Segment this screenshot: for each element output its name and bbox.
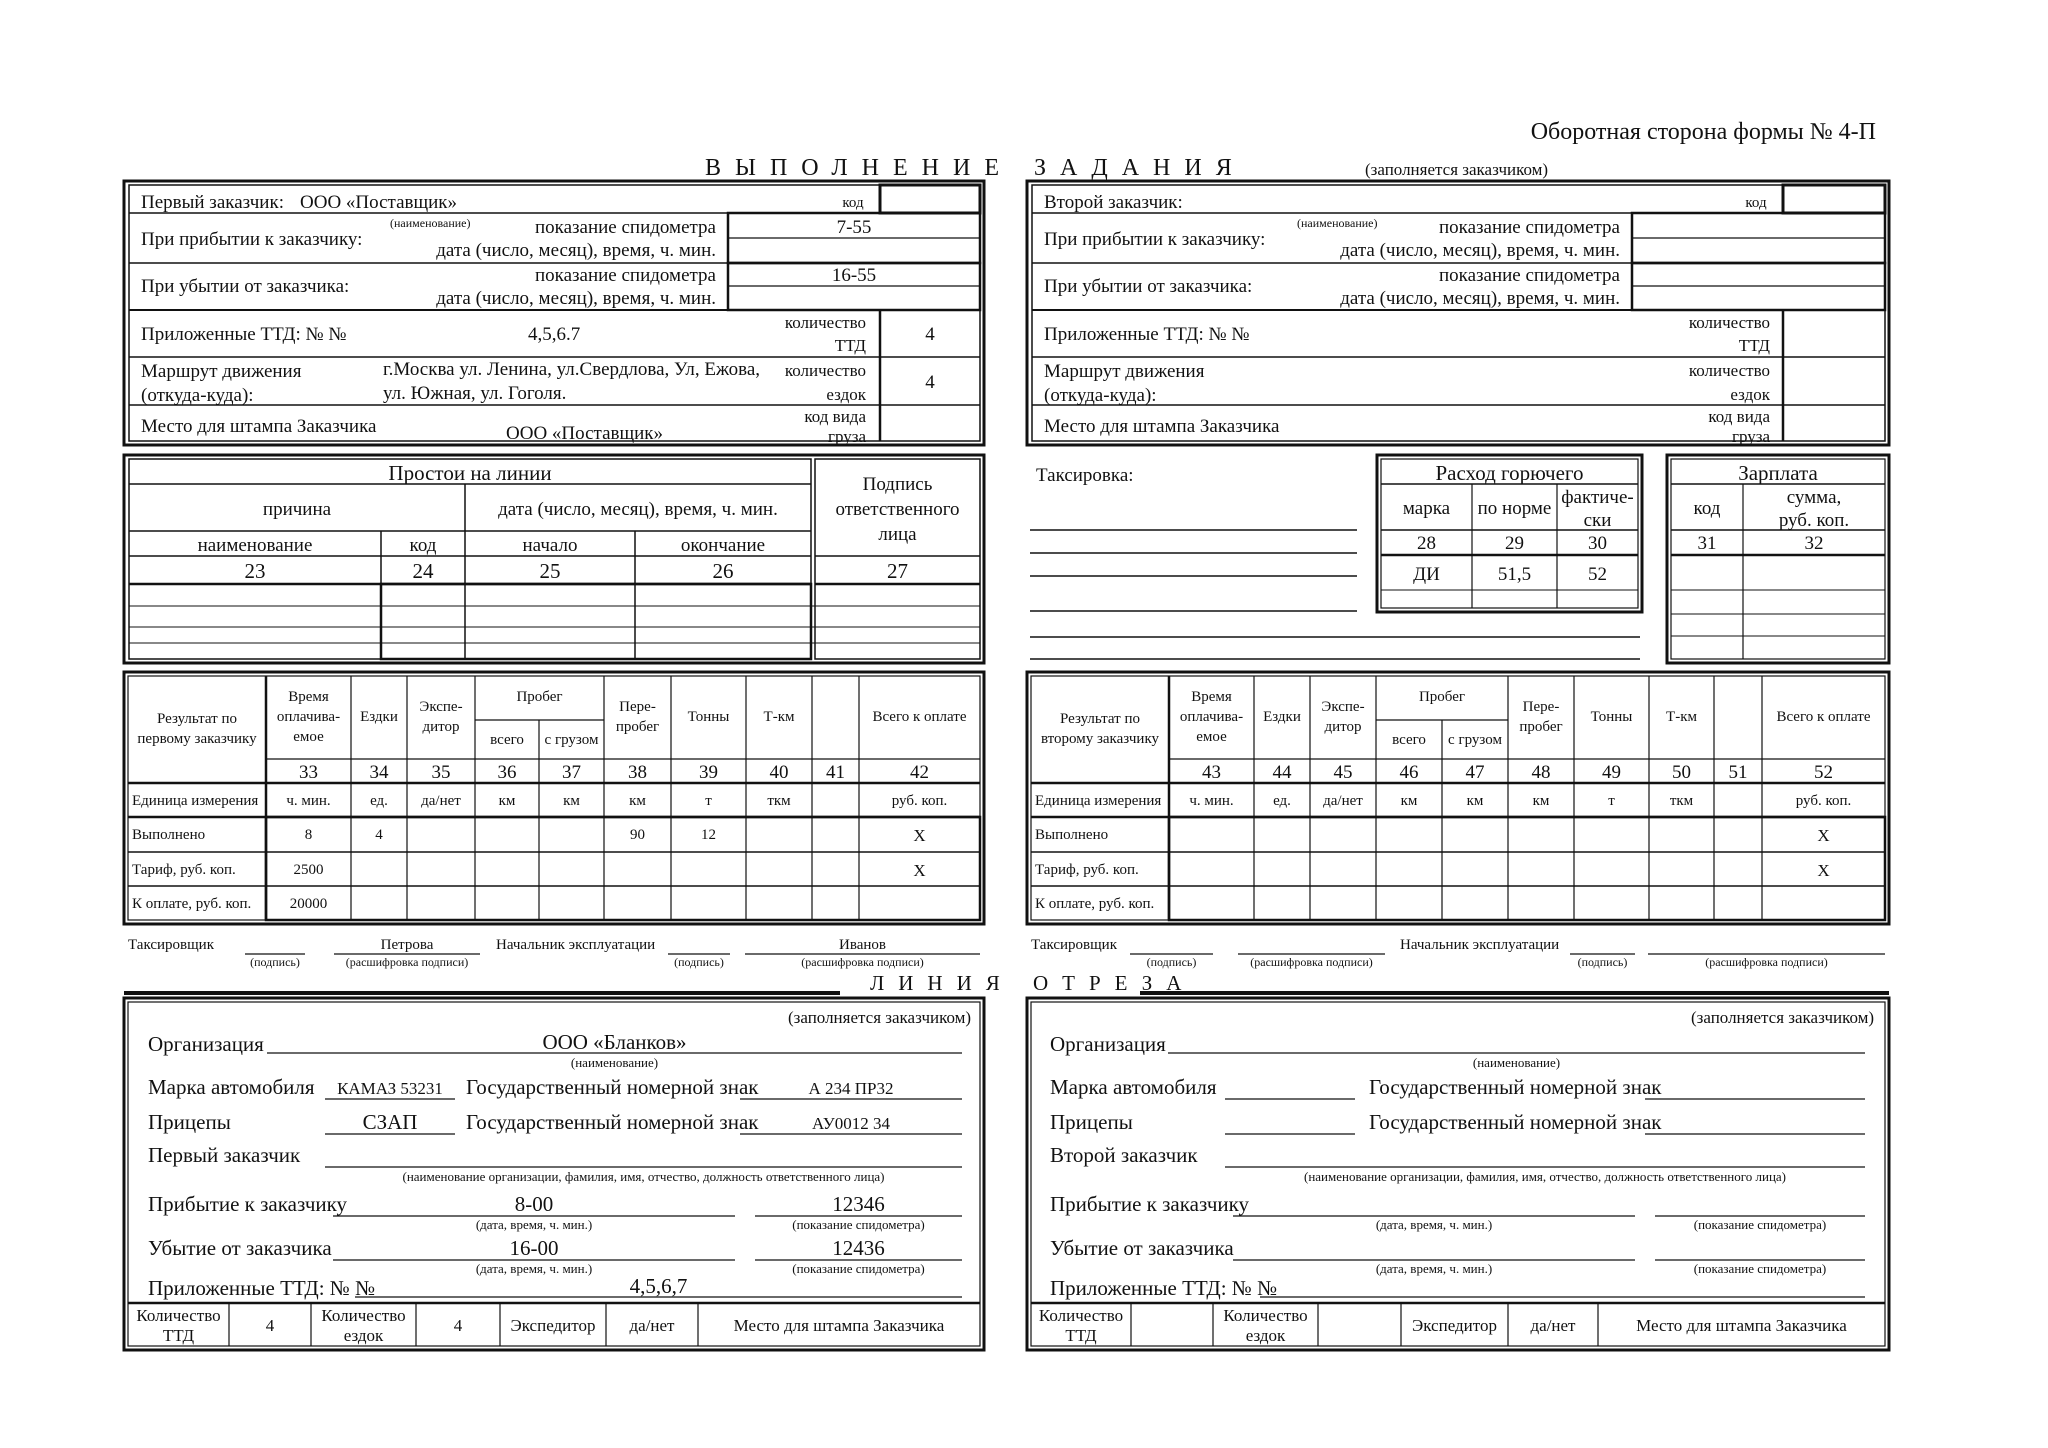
col-num-32: 32: [1804, 533, 1824, 554]
ttd-qty-sub: ТТД: [834, 336, 866, 355]
col-num-34: 34: [369, 762, 389, 783]
arrival-datetime-label: дата (число, месяц), время, ч. мин.: [436, 240, 716, 261]
row-label-done: Выполнено: [132, 827, 206, 843]
col-num-27: 27: [887, 559, 908, 583]
unit-trips-right: ед.: [1273, 793, 1291, 809]
bottom-left-trailer-plate-value[interactable]: АУ0012 34: [811, 1114, 891, 1133]
hdr-trips-right: Ездки: [1263, 709, 1301, 725]
trips-qty-sub: ездок: [826, 385, 866, 404]
hdr-mileage-total-right: всего: [1392, 732, 1426, 748]
results-left-title-2: первому заказчику: [137, 731, 257, 747]
unit-t: т: [705, 793, 712, 809]
ttd-numbers[interactable]: 4,5,6.7: [528, 324, 581, 345]
col-num-29: 29: [1505, 533, 1524, 554]
hdr-time-2-right: оплачива-: [1179, 709, 1244, 725]
right-taxer-sign-hint: (подпись): [1146, 955, 1197, 969]
downtime-code: код: [409, 535, 437, 556]
col-num-33: 33: [299, 762, 318, 783]
stamp-label-right: Место для штампа Заказчика: [1044, 416, 1280, 437]
unit-km-2-right: км: [1466, 793, 1484, 809]
bottom-right-departure-dt-hint: (дата, время, ч. мин.): [1375, 1261, 1493, 1276]
bottom-right-qty-trips-2: ездок: [1245, 1326, 1286, 1345]
units-label: Единица измерения: [132, 793, 259, 809]
results-right-title-1: Результат по: [1059, 711, 1141, 727]
col-num-50: 50: [1672, 762, 1691, 783]
bottom-right-arrival-speedo-hint: (показание спидометра): [1693, 1217, 1827, 1232]
unit-km-1: км: [498, 793, 516, 809]
done-overrun[interactable]: 90: [630, 827, 645, 843]
unit-rub: руб. коп.: [891, 793, 948, 809]
stamp-org[interactable]: ООО «Поставщик»: [506, 423, 664, 444]
ttd-count[interactable]: 4: [925, 324, 935, 345]
salary-code: код: [1693, 498, 1721, 519]
trips-qty-label-right: количество: [1688, 361, 1770, 380]
hdr-time-3: емое: [293, 729, 324, 745]
bottom-left-departure-label: Убытие от заказчика: [148, 1236, 332, 1260]
right-chief-sign-hint: (подпись): [1577, 955, 1628, 969]
left-chief-decode-hint: (расшифровка подписи): [801, 955, 924, 969]
kind-label-2-right: груза: [1731, 427, 1770, 446]
col-num-42: 42: [910, 762, 929, 783]
bottom-left-ttd-value[interactable]: 4,5,6,7: [629, 1274, 688, 1298]
bottom-right-trailer-plate-label: Государственный номерной знак: [1369, 1110, 1662, 1134]
bottom-left-trailers-label: Прицепы: [148, 1110, 231, 1134]
bottom-right-customer-hint: (наименование организации, фамилия, имя, отчество, должность ответственного лица): [1304, 1169, 1786, 1184]
bottom-right-trailers-label: Прицепы: [1050, 1110, 1133, 1134]
departure-label: При убытии от заказчика:: [141, 276, 350, 297]
ttd-qty-sub-right: ТТД: [1738, 336, 1770, 355]
col-num-48: 48: [1531, 762, 1551, 783]
bottom-right-expeditor: Экспедитор: [1412, 1316, 1497, 1335]
heading-part-2: ЗАДАНИЯ: [1034, 155, 1246, 181]
hdr-exped-2: дитор: [422, 719, 460, 735]
col-num-45: 45: [1333, 762, 1353, 783]
first-customer-label: Первый заказчик:: [141, 192, 284, 213]
done-time[interactable]: 8: [304, 827, 313, 843]
hdr-exped-2-right: дитор: [1324, 719, 1362, 735]
hdr-mileage-right: Пробег: [1418, 689, 1466, 705]
left-chief-label: Начальник эксплуатации: [496, 937, 656, 953]
bottom-left-qty-ttd-1: Количество: [136, 1306, 221, 1325]
left-chief-name[interactable]: Иванов: [839, 937, 886, 953]
unit-rub-right: руб. коп.: [1795, 793, 1852, 809]
departure-label-right: При убытии от заказчика:: [1044, 276, 1253, 297]
col-num-39: 39: [699, 762, 718, 783]
col-num-47: 47: [1465, 762, 1485, 783]
unit-km-1-right: км: [1400, 793, 1418, 809]
hdr-trips: Ездки: [360, 709, 398, 725]
bottom-left-arrival-speedo-hint: (показание спидометра): [792, 1217, 925, 1232]
bottom-left-yesno: да/нет: [629, 1316, 675, 1335]
bottom-left-departure-dt-hint: (дата, время, ч. мин.): [475, 1261, 593, 1276]
downtime-name: наименование: [197, 535, 313, 556]
downtime-title: Простои на линии: [388, 461, 552, 485]
arrival-speedo-label: показание спидометра: [534, 217, 716, 238]
second-customer-label: Второй заказчик:: [1044, 192, 1183, 213]
form-title: Оборотная сторона формы № 4-П: [1530, 119, 1876, 145]
col-num-40: 40: [769, 762, 789, 783]
bottom-left-trailer-value[interactable]: СЗАП: [362, 1110, 418, 1134]
hdr-exped-1: Экспе-: [419, 699, 463, 715]
bottom-left-qty-ttd-value[interactable]: 4: [265, 1316, 275, 1335]
bottom-left-car-value[interactable]: КАМАЗ 53231: [337, 1079, 443, 1098]
unit-km-3: км: [629, 793, 646, 809]
downtime-sign-1: Подпись: [862, 474, 933, 495]
tariff-total-x-right: X: [1817, 861, 1830, 880]
done-trips[interactable]: 4: [375, 827, 383, 843]
left-taxer-decode-hint: (расшифровка подписи): [345, 955, 469, 969]
first-customer-value[interactable]: ООО «Поставщик»: [300, 192, 458, 213]
unit-time: ч. мин.: [286, 793, 331, 809]
pay-time[interactable]: 20000: [289, 896, 328, 912]
arrival-label-right: При прибытии к заказчику:: [1044, 229, 1266, 250]
done-total-x-right: X: [1817, 826, 1830, 845]
fuel-header-norm: по норме: [1477, 498, 1552, 519]
kind-label-2: груза: [827, 427, 866, 446]
col-num-44: 44: [1272, 762, 1292, 783]
col-num-35: 35: [431, 762, 451, 783]
fuel-row-fact[interactable]: 52: [1588, 564, 1607, 585]
tariff-total-x: X: [913, 861, 926, 880]
hdr-time-1: Время: [288, 689, 329, 705]
arrival-datetime-label-right: дата (число, месяц), время, ч. мин.: [1340, 240, 1620, 261]
hdr-mileage-loaded-right: с грузом: [1448, 732, 1502, 748]
bottom-left-customer-hint: (наименование организации, фамилия, имя, отчество, должность ответственного лица): [402, 1169, 885, 1184]
bottom-right-qty-ttd-1: Количество: [1038, 1306, 1124, 1325]
row-label-tariff-right: Тариф, руб. коп.: [1035, 862, 1139, 878]
hdr-over-1: Пере-: [619, 699, 656, 715]
bottom-left-org-label: Организация: [148, 1032, 264, 1056]
bottom-left-qty-trips-2: ездок: [343, 1326, 384, 1345]
kind-label-1: код вида: [804, 407, 866, 426]
bottom-left-arrival-speedo[interactable]: 12346: [832, 1192, 885, 1216]
col-num-23: 23: [244, 559, 266, 583]
hdr-tkm-right: Т-км: [1666, 709, 1697, 725]
downtime-start: начало: [522, 535, 578, 556]
bottom-right-arrival-label: Прибытие к заказчику: [1050, 1192, 1250, 1216]
row-label-tariff: Тариф, руб. коп.: [132, 862, 236, 878]
col-num-46: 46: [1399, 762, 1419, 783]
bottom-left-qty-trips-value[interactable]: 4: [453, 1316, 463, 1335]
col-num-41: 41: [826, 762, 845, 783]
bottom-left-first-customer-label: Первый заказчик: [148, 1143, 301, 1167]
bottom-right-departure-label: Убытие от заказчика: [1050, 1236, 1234, 1260]
salary-sum-1: сумма,: [1786, 487, 1842, 508]
bottom-right-arrival-dt-hint: (дата, время, ч. мин.): [1375, 1217, 1493, 1232]
downtime-sign-2: ответственного: [835, 499, 960, 520]
unit-tkm: ткм: [767, 793, 791, 809]
fuel-header-fact-2: ски: [1583, 510, 1612, 531]
bottom-left-ttd-label: Приложенные ТТД: № №: [148, 1276, 376, 1300]
units-label-right: Единица измерения: [1035, 793, 1162, 809]
bottom-left-note: (заполняется заказчиком): [788, 1008, 972, 1027]
route-value-1[interactable]: г.Москва ул. Ленина, ул.Свердлова, Ул, Ежова,: [383, 359, 761, 380]
departure-speedo-label-right: показание спидометра: [1438, 265, 1620, 286]
unit-tkm-right: ткм: [1669, 793, 1694, 809]
bottom-left-expeditor: Экспедитор: [510, 1316, 596, 1335]
downtime-datetime: дата (число, месяц), время, ч. мин.: [498, 499, 778, 520]
cut-line-label: ЛИНИЯ ОТРЕЗА: [870, 971, 1196, 995]
heading-note: (заполняется заказчиком): [1365, 160, 1549, 179]
col-num-31: 31: [1697, 533, 1717, 554]
bottom-right-yesno: да/нет: [1530, 1316, 1576, 1335]
route-label-2: (откуда-куда):: [141, 385, 254, 406]
ttd-label: Приложенные ТТД: № №: [141, 324, 347, 345]
bottom-left-car-label: Марка автомобиля: [148, 1075, 315, 1099]
unit-trips: ед.: [370, 793, 388, 809]
route-label-2-right: (откуда-куда):: [1044, 385, 1157, 406]
hdr-over-2-right: пробег: [1519, 719, 1563, 735]
fuel-header-fact-1: фактиче-: [1561, 487, 1634, 508]
ttd-label-right: Приложенные ТТД: № №: [1044, 324, 1250, 345]
route-label-1-right: Маршрут движения: [1044, 361, 1205, 382]
kind-label-1-right: код вида: [1708, 407, 1770, 426]
row-label-done-right: Выполнено: [1035, 827, 1109, 843]
hdr-total: Всего к оплате: [872, 709, 967, 725]
taxing-label: Таксировка:: [1036, 465, 1134, 486]
second-customer-code-label: код: [1745, 195, 1767, 211]
heading-part-1: ВЫПОЛНЕНИЕ: [705, 155, 1013, 181]
departure-datetime-label-right: дата (число, месяц), время, ч. мин.: [1340, 288, 1620, 309]
arrival-speedo-label-right: показание спидометра: [1438, 217, 1620, 238]
bottom-left-stamp: Место для штампа Заказчика: [733, 1316, 945, 1335]
bottom-left-qty-ttd-2: ТТД: [162, 1326, 195, 1345]
naim-hint-right: (наименование): [1297, 216, 1378, 230]
bottom-left-departure-time[interactable]: 16-00: [509, 1236, 559, 1260]
col-num-28: 28: [1417, 533, 1436, 554]
downtime-sign-3: лица: [878, 524, 917, 545]
bottom-right-car-plate-label: Государственный номерной знак: [1369, 1075, 1662, 1099]
left-taxer-name[interactable]: Петрова: [380, 937, 434, 953]
route-label-1: Маршрут движения: [141, 361, 302, 382]
bottom-right-ttd-label: Приложенные ТТД: № №: [1050, 1276, 1278, 1300]
col-num-49: 49: [1602, 762, 1621, 783]
first-customer-code-label: код: [842, 195, 864, 211]
bottom-right-second-customer-label: Второй заказчик: [1050, 1143, 1198, 1167]
hdr-tkm: Т-км: [763, 709, 795, 725]
departure-speedo-label: показание спидометра: [534, 265, 716, 286]
trips-count[interactable]: 4: [925, 372, 935, 393]
bottom-left-car-plate-label: Государственный номерной знак: [466, 1075, 759, 1099]
hdr-tonnes: Тонны: [687, 709, 730, 725]
fuel-title: Расход горючего: [1435, 461, 1584, 485]
unit-t-right: т: [1608, 793, 1615, 809]
bottom-right-car-label: Марка автомобиля: [1050, 1075, 1217, 1099]
hdr-time-1-right: Время: [1191, 689, 1232, 705]
left-taxer-sign-hint: (подпись): [250, 955, 300, 969]
bottom-left-arrival-time[interactable]: 8-00: [514, 1192, 554, 1216]
col-num-43: 43: [1202, 762, 1221, 783]
col-num-25: 25: [539, 559, 561, 583]
trips-qty-sub-right: ездок: [1730, 385, 1770, 404]
hdr-over-2: пробег: [615, 719, 660, 735]
ttd-qty-label: количество: [784, 313, 866, 332]
hdr-exped-1-right: Экспе-: [1321, 699, 1365, 715]
hdr-total-right: Всего к оплате: [1776, 709, 1871, 725]
bottom-left-arrival-dt-hint: (дата, время, ч. мин.): [475, 1217, 593, 1232]
bottom-right-naim-hint: (наименование): [1472, 1055, 1561, 1070]
hdr-mileage-total: всего: [490, 732, 524, 748]
hdr-time-2: оплачива-: [276, 709, 341, 725]
unit-time-right: ч. мин.: [1189, 793, 1234, 809]
bottom-left-departure-speedo-hint: (показание спидометра): [792, 1261, 925, 1276]
hdr-over-1-right: Пере-: [1522, 699, 1560, 715]
hdr-tonnes-right: Тонны: [1590, 709, 1633, 725]
row-label-pay-right: К оплате, руб. коп.: [1035, 896, 1155, 912]
col-num-38: 38: [628, 762, 647, 783]
ttd-qty-label-right: количество: [1688, 313, 1770, 332]
hdr-mileage: Пробег: [516, 689, 563, 705]
done-tonnes[interactable]: 12: [701, 827, 716, 843]
col-num-36: 36: [497, 762, 517, 783]
unit-exped-right: да/нет: [1323, 793, 1363, 809]
col-num-37: 37: [562, 762, 581, 783]
unit-km-3-right: км: [1532, 793, 1550, 809]
bottom-left-org-value[interactable]: ООО «Бланков»: [542, 1030, 687, 1054]
bottom-left-trailer-plate-label: Государственный номерной знак: [466, 1110, 759, 1134]
col-num-52: 52: [1814, 762, 1833, 783]
fuel-row-mark[interactable]: ДИ: [1413, 564, 1440, 585]
unit-km-2: км: [563, 793, 580, 809]
tariff-time[interactable]: 2500: [293, 862, 324, 878]
left-chief-sign-hint: (подпись): [674, 955, 724, 969]
fuel-header-mark: марка: [1402, 498, 1451, 519]
bottom-left-arrival-label: Прибытие к заказчику: [148, 1192, 348, 1216]
bottom-left-naim-hint: (наименование): [570, 1055, 659, 1070]
hdr-mileage-loaded: с грузом: [544, 732, 599, 748]
bottom-left-car-plate-value[interactable]: А 234 ПР32: [808, 1079, 894, 1098]
salary-title: Зарплата: [1738, 461, 1818, 485]
bottom-right-qty-ttd-2: ТТД: [1065, 1326, 1097, 1345]
fuel-row-norm[interactable]: 51,5: [1497, 564, 1532, 585]
right-taxer-decode-hint: (расшифровка подписи): [1250, 955, 1373, 969]
arrival-speedo-value[interactable]: 7-55: [836, 217, 872, 238]
unit-exped: да/нет: [421, 793, 461, 809]
arrival-label: При прибытии к заказчику:: [141, 229, 363, 250]
route-value-2[interactable]: ул. Южная, ул. Гоголя.: [383, 383, 567, 404]
departure-speedo-value[interactable]: 16-55: [831, 265, 877, 286]
bottom-right-departure-speedo-hint: (показание спидометра): [1693, 1261, 1827, 1276]
col-num-26: 26: [712, 559, 734, 583]
left-taxer-label: Таксировщик: [128, 937, 214, 953]
bottom-right-org-label: Организация: [1050, 1032, 1166, 1056]
results-left-title-1: Результат по: [156, 711, 238, 727]
bottom-right-qty-trips-1: Количество: [1223, 1306, 1308, 1325]
row-label-pay: К оплате, руб. коп.: [132, 896, 252, 912]
bottom-right-stamp: Место для штампа Заказчика: [1636, 1316, 1847, 1335]
bottom-left-departure-speedo[interactable]: 12436: [832, 1236, 885, 1260]
salary-sum-2: руб. коп.: [1778, 510, 1850, 531]
right-taxer-label: Таксировщик: [1031, 937, 1117, 953]
col-num-51: 51: [1728, 762, 1748, 783]
bottom-left-qty-trips-1: Количество: [321, 1306, 406, 1325]
done-total-x: X: [913, 826, 926, 845]
col-num-30: 30: [1588, 533, 1607, 554]
right-chief-label: Начальник эксплуатации: [1400, 937, 1560, 953]
stamp-label: Место для штампа Заказчика: [141, 416, 377, 437]
bottom-right-note: (заполняется заказчиком): [1691, 1008, 1875, 1027]
col-num-24: 24: [412, 559, 434, 583]
right-chief-decode-hint: (расшифровка подписи): [1705, 955, 1828, 969]
downtime-reason: причина: [262, 499, 332, 520]
naim-hint: (наименование): [390, 216, 471, 230]
downtime-end: окончание: [680, 535, 766, 556]
hdr-time-3-right: емое: [1196, 729, 1227, 745]
results-right-title-2: второму заказчику: [1040, 731, 1160, 747]
trips-qty-label: количество: [784, 361, 866, 380]
departure-datetime-label: дата (число, месяц), время, ч. мин.: [436, 288, 716, 309]
